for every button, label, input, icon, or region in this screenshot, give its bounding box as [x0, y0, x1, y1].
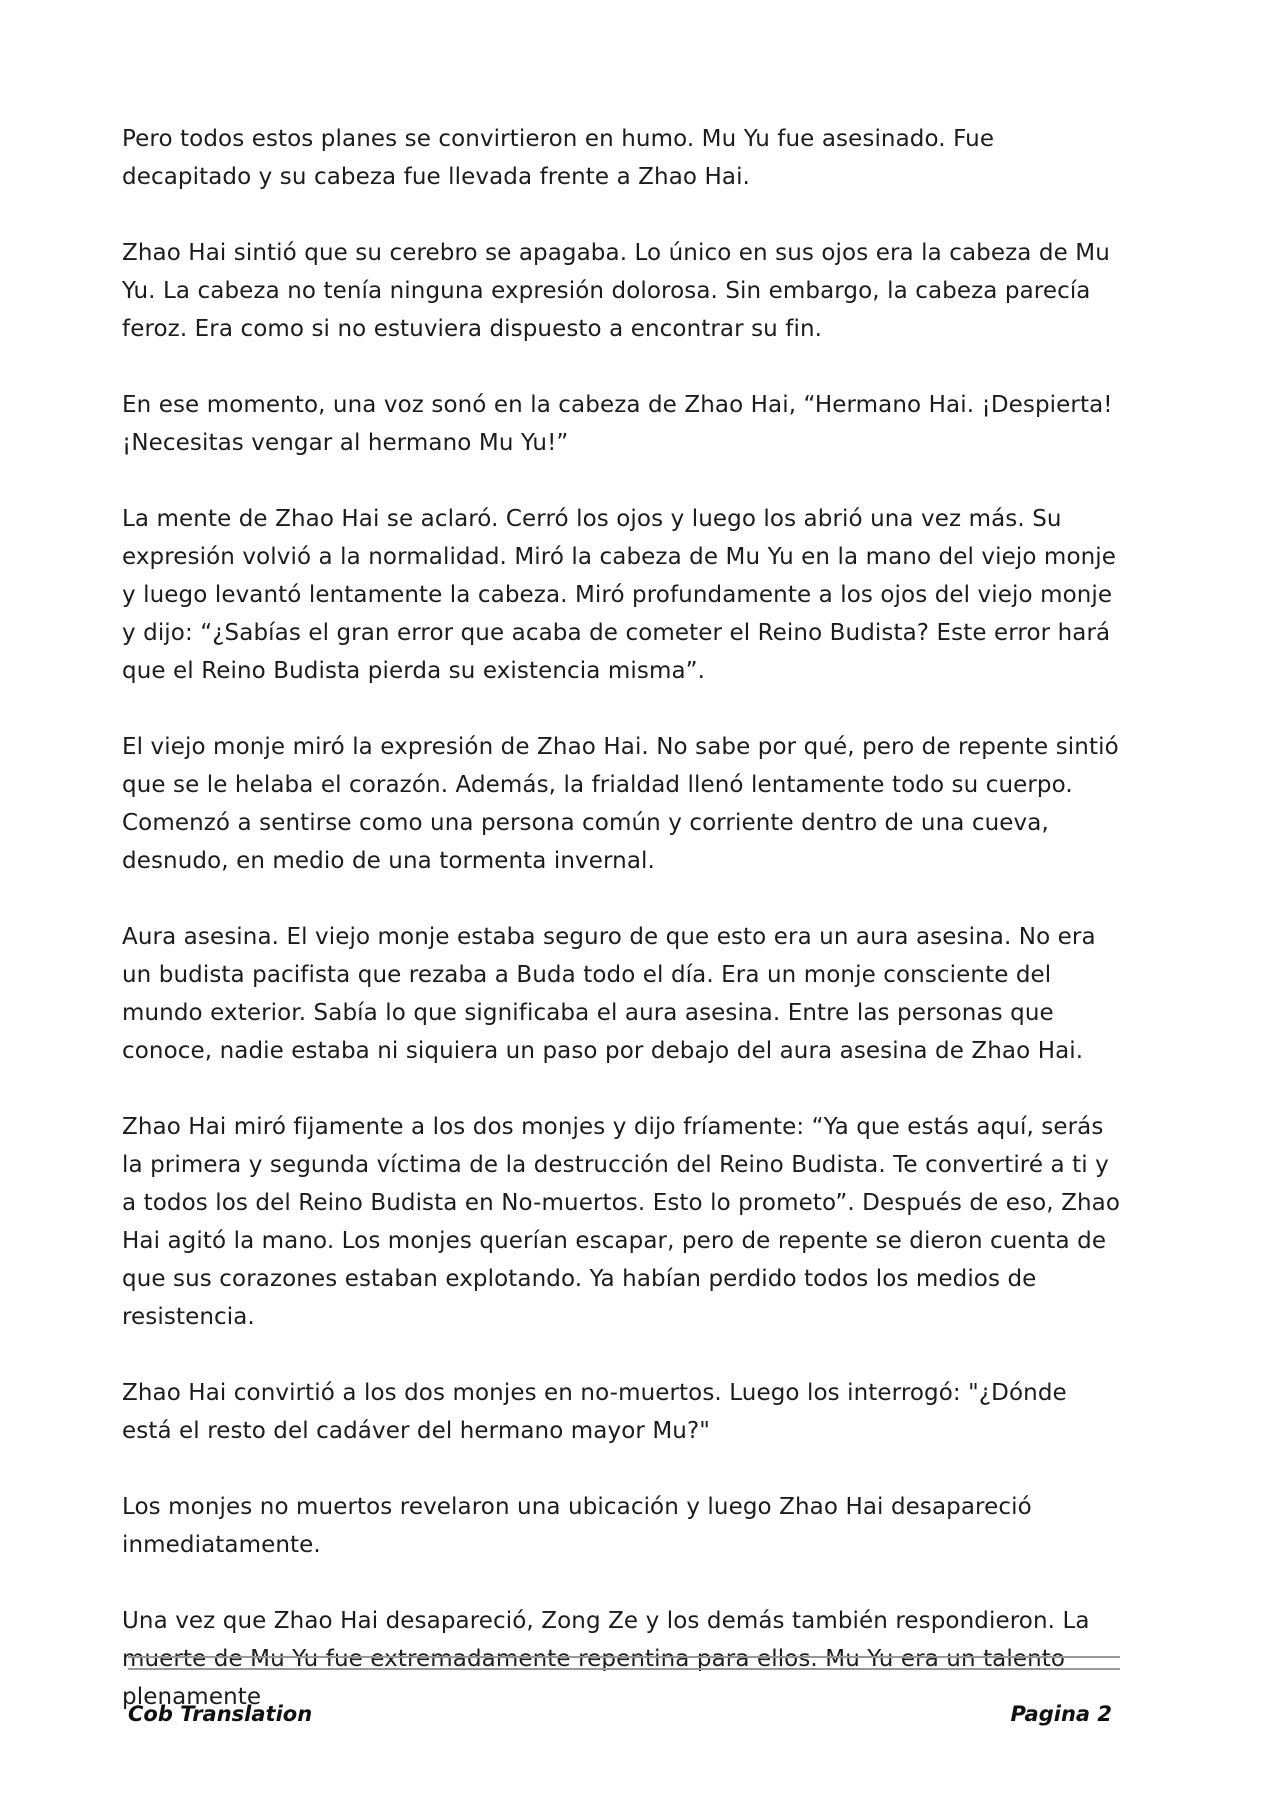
- footer-page-number: Pagina 2: [1010, 1702, 1112, 1726]
- paragraph: Zhao Hai sintió que su cerebro se apagaba. Lo único en sus ojos era la cabeza de Mu Yu. La cabeza no tenía ninguna expresión dolorosa. Sin embargo, la cabeza parecía feroz. Era como si no estuviera dispuesto a encontrar su fin.: [122, 240, 1110, 342]
- paragraph: Los monjes no muertos revelaron una ubicación y luego Zhao Hai desapareció inmediatamente.: [122, 1494, 1032, 1558]
- paragraph: Aura asesina. El viejo monje estaba seguro de que esto era un aura asesina. No era un budista pacifista que rezaba a Buda todo el día. Era un monje consciente del mundo exterior. Sabía lo que significaba el aura asesina. Entre las personas que conoce, nadie estaba ni siquiera un paso por debajo del aura asesina de Zhao Hai.: [122, 924, 1096, 1064]
- paragraph: Pero todos estos planes se convirtieron en humo. Mu Yu fue asesinado. Fue decapitado y su cabeza fue llevada frente a Zhao Hai.: [122, 126, 995, 190]
- footer-translator: Cob Translation: [128, 1702, 313, 1726]
- footer-divider: [128, 1668, 1120, 1670]
- paragraph: En ese momento, una voz sonó en la cabeza de Zhao Hai, “Hermano Hai. ¡Despierta! ¡Necesitas vengar al hermano Mu Yu!”: [122, 392, 1113, 456]
- body-text: [122, 120, 1122, 1754]
- paragraph: La mente de Zhao Hai se aclaró. Cerró los ojos y luego los abrió una vez más. Su expresión volvió a la normalidad. Miró la cabeza de Mu Yu en la mano del viejo monje y luego levantó lentamente la cabeza. Miró profundamente a los ojos del viejo monje y dijo: “¿Sabías el gran error que acaba de cometer el Reino Budista? Este error hará que el Reino Budista pierda su existencia misma”.: [122, 506, 1117, 684]
- paragraph: El viejo monje miró la expresión de Zhao Hai. No sabe por qué, pero de repente sintió que se le helaba el corazón. Además, la frialdad llenó lentamente todo su cuerpo. Comenzó a sentirse como una persona común y corriente dentro de una cueva, desnudo, en medio de una tormenta invernal.: [122, 734, 1119, 874]
- footer-divider: [128, 1656, 1120, 1658]
- paragraph: Zhao Hai convirtió a los dos monjes en no-muertos. Luego los interrogó: "¿Dónde está el resto del cadáver del hermano mayor Mu?": [122, 1380, 1067, 1444]
- paragraph: Una vez que Zhao Hai desapareció, Zong Ze y los demás también respondieron. La muerte de Mu Yu fue extremadamente repentina para ellos. Mu Yu era un talento plenamente: [122, 1608, 1090, 1710]
- paragraph: Zhao Hai miró fijamente a los dos monjes y dijo fríamente: “Ya que estás aquí, serás la primera y segunda víctima de la destrucción del Reino Budista. Te convertiré a ti y a todos los del Reino Budista en No-muertos. Esto lo prometo”. Después de eso, Zhao Hai agitó la mano. Los monjes querían escapar, pero de repente se dieron cuenta de que sus corazones estaban explotando. Ya habían perdido todos los medios de resistencia.: [122, 1114, 1121, 1330]
